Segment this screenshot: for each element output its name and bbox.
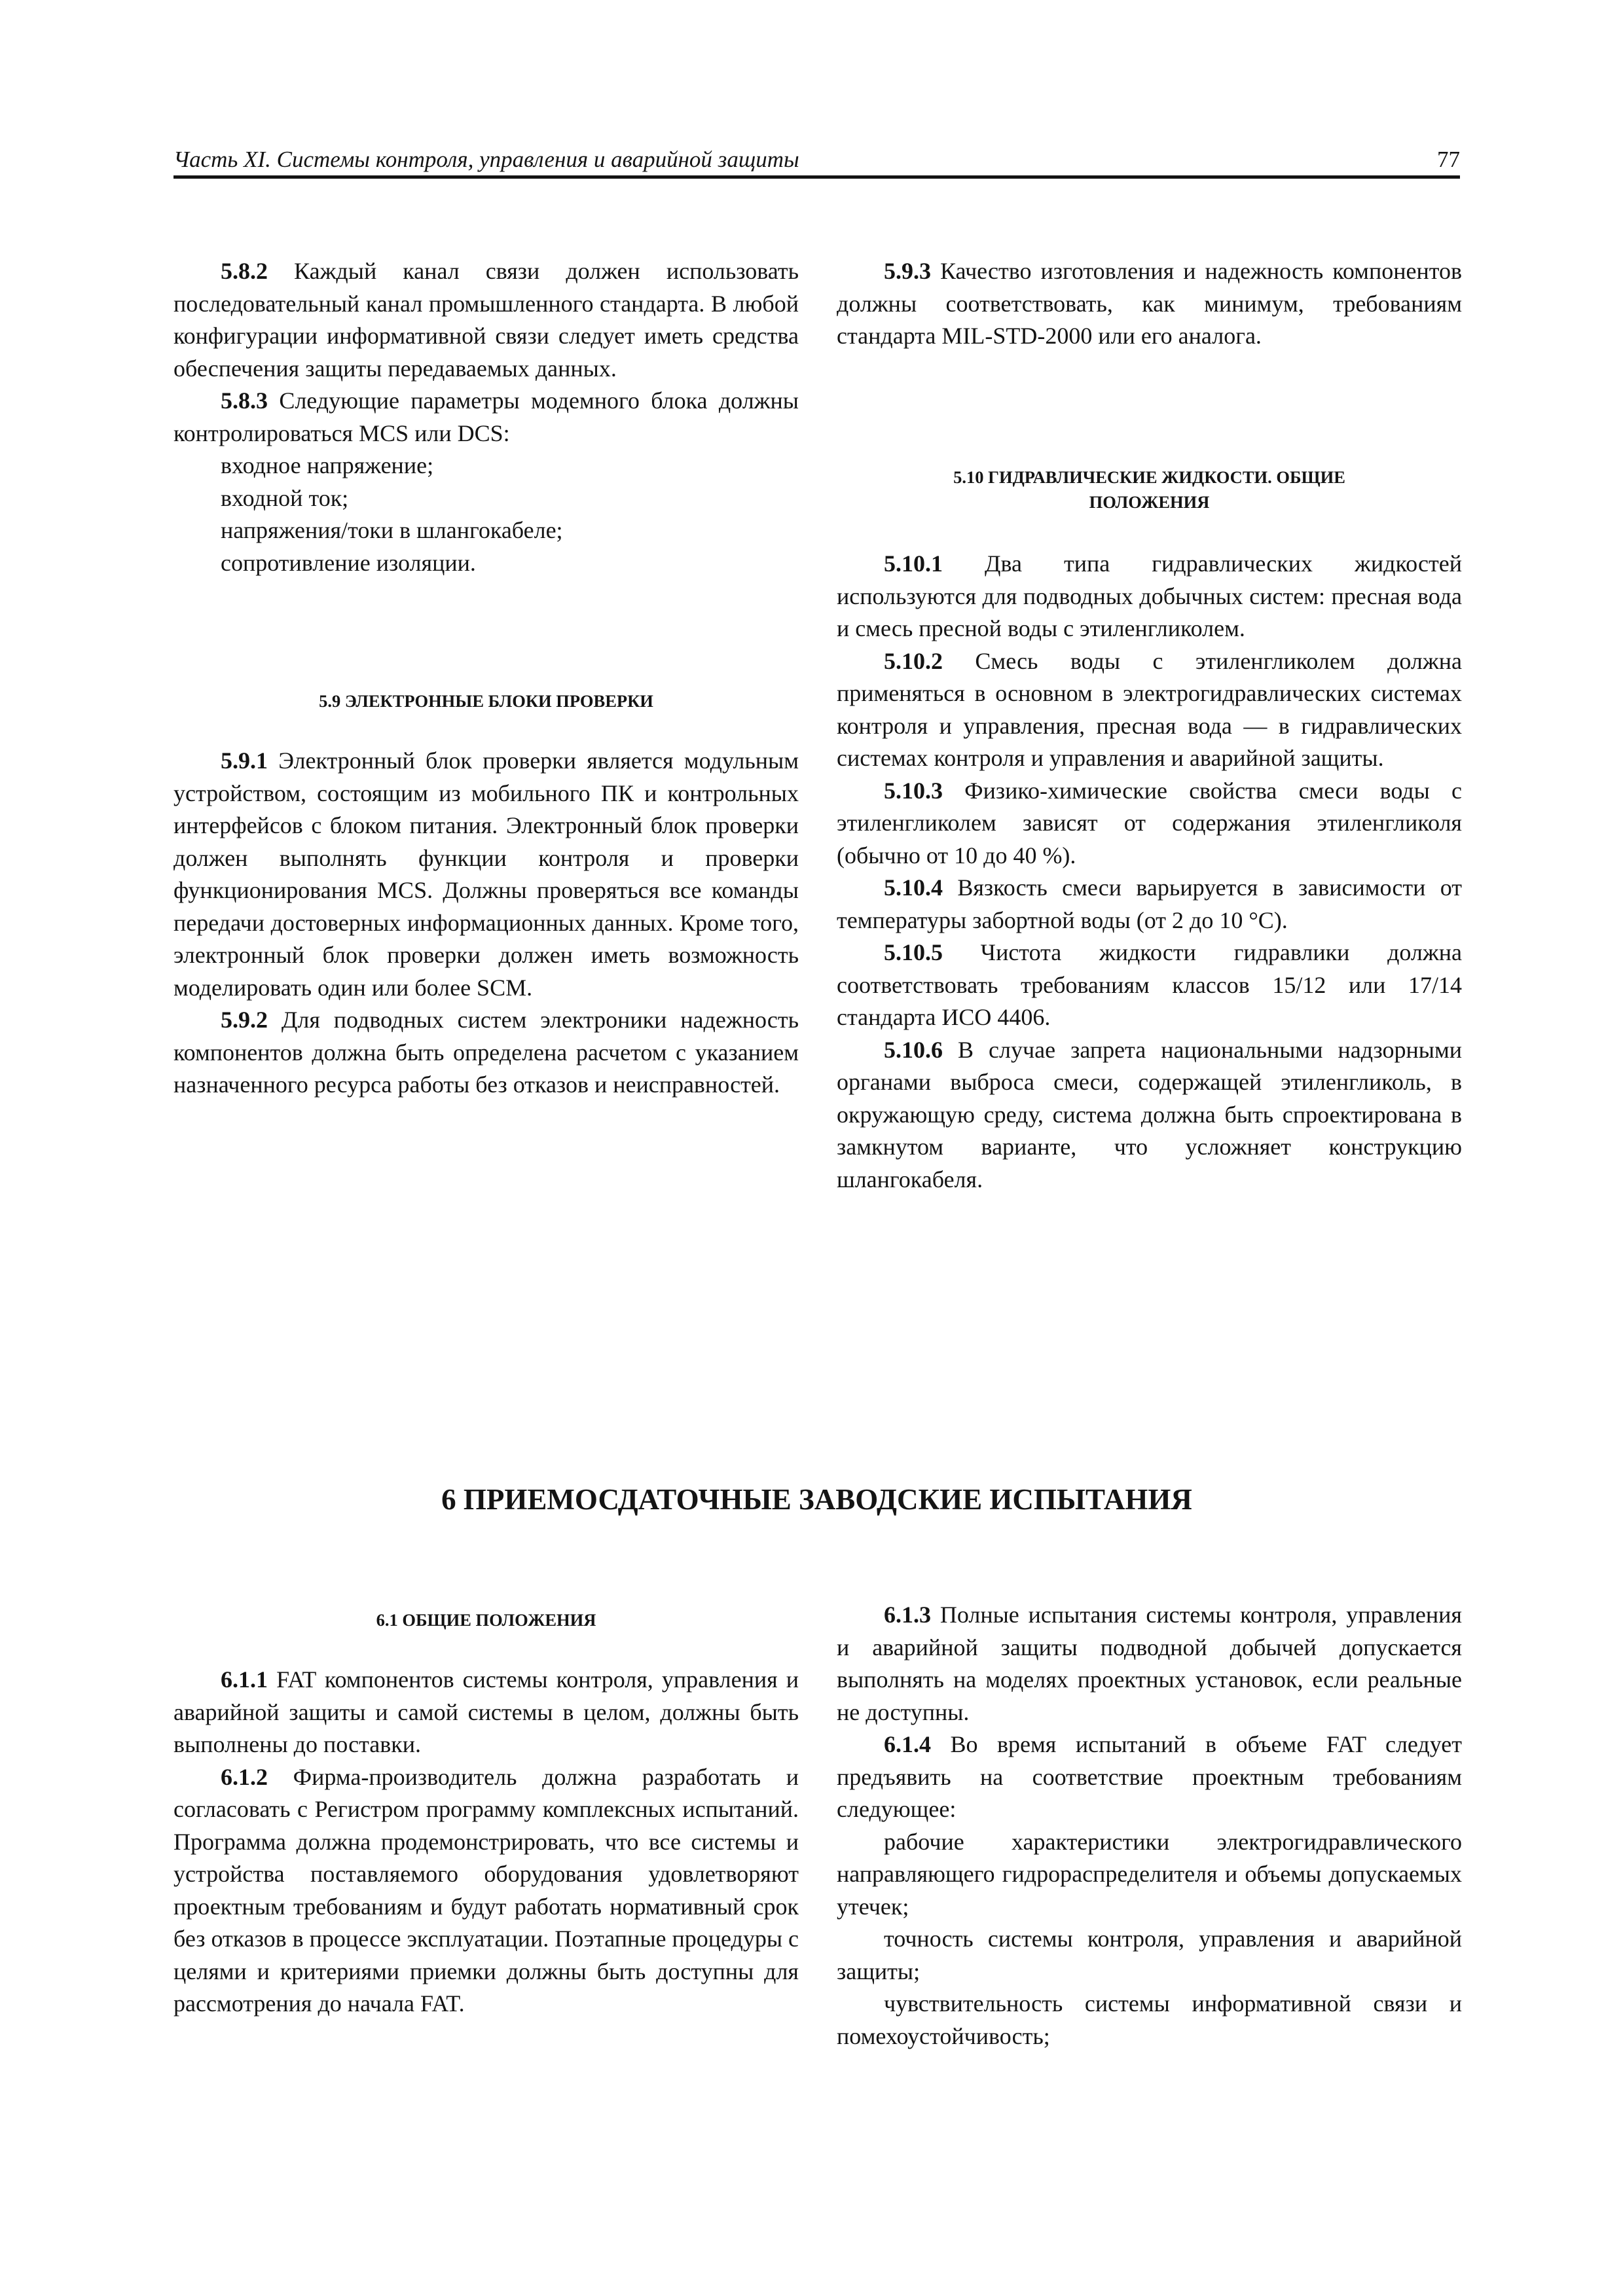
clause-text: Полные испытания системы контроля, управления и аварийной защиты подводной добычей допускается выполнять на моделях проектных установок, если реальные не доступны.	[837, 1602, 1462, 1725]
paragraph-5-10-3	[837, 775, 1462, 872]
paragraph-5-9-1	[173, 745, 799, 1004]
paragraph-5-10-2	[837, 645, 1462, 775]
section-5-10-heading-block	[837, 465, 1462, 514]
paragraph-5-9-2	[173, 1004, 799, 1102]
clause-number: 5.10.3	[884, 777, 943, 804]
section-5-9-heading-block	[173, 689, 799, 713]
list-item: входной ток;	[221, 484, 349, 511]
list-item: сопротивление изоляции.	[221, 549, 476, 576]
paragraph-5-10-4	[837, 872, 1462, 937]
paragraph-5-8-2	[173, 255, 799, 385]
left-column-bottom	[173, 1664, 799, 2020]
paragraph-5-10-5	[837, 937, 1462, 1034]
list-item: рабочие характеристики электрогидравлического направляющего гидрораспределителя и объемы допускаемых утечек;	[837, 1828, 1462, 1920]
section-heading-5-9: 5.9 ЭЛЕКТРОННЫЕ БЛОКИ ПРОВЕРКИ	[319, 691, 653, 711]
left-column-5-9	[173, 745, 799, 1102]
list-item: напряжения/токи в шлангокабеле;	[221, 517, 563, 543]
paragraph-5-8-3	[173, 385, 799, 450]
list-item: чувствительность системы информативной связи и помехоустойчивость;	[837, 1990, 1462, 2049]
clause-text: Во время испытаний в объеме FAT следует предъявить на соответствие проектным требованиям следующее:	[837, 1731, 1462, 1822]
right-column-bottom	[837, 1599, 1462, 2053]
right-column-5-10	[837, 548, 1462, 1196]
clause-number: 5.10.4	[884, 874, 943, 901]
clause-text: Для подводных систем электроники надежность компонентов должна быть определена расчетом с указанием назначенного ресурса работы без отказов и неисправностей.	[173, 1007, 799, 1098]
page-number: 77	[1437, 147, 1460, 172]
clause-text: Электронный блок проверки является модульным устройством, состоящим из мобильного ПК и контрольных интерфейсов с блоком питания. Электронный блок проверки должен выполнять функции контроля и проверки функционирования MCS. Должны проверяться все команды передачи достоверных информационных данных. Кроме того, электронный блок проверки должен иметь возможность моделировать один или более SCM.	[173, 747, 799, 1001]
clause-text: Следующие параметры модемного блока должны контролироваться MCS или DCS:	[173, 387, 799, 446]
header-title: Часть XI. Системы контроля, управления и аварийной защиты	[173, 147, 799, 172]
chapter-heading: 6 ПРИЕМОСДАТОЧНЫЕ ЗАВОДСКИЕ ИСПЫТАНИЯ	[441, 1483, 1192, 1516]
clause-number: 5.8.3	[221, 387, 268, 414]
paragraph-6-1-1	[173, 1664, 799, 1761]
clause-text: Вязкость смеси варьируется в зависимости от температуры забортной воды (от 2 до 10 °C).	[837, 874, 1462, 933]
section-6-1-heading-block	[173, 1607, 799, 1632]
clause-number: 5.8.2	[221, 258, 268, 284]
paragraph-6-1-2	[173, 1761, 799, 2020]
header-rule	[173, 175, 1460, 179]
clause-text: Качество изготовления и надежность компонентов должны соответствовать, как минимум, требованиям стандарта MIL-STD-2000 или его аналога.	[837, 258, 1462, 349]
list-item: входное напряжение;	[221, 452, 434, 478]
right-column-top	[837, 255, 1462, 353]
clause-text: FAT компонентов системы контроля, управления и аварийной защиты и самой системы в целом, должны быть выполнены до поставки.	[173, 1666, 799, 1757]
paragraph-5-10-6	[837, 1034, 1462, 1196]
paragraph-6-1-3	[837, 1599, 1462, 1729]
paragraph-5-10-1	[837, 548, 1462, 645]
clause-number: 6.1.4	[884, 1731, 931, 1757]
paragraph-5-9-3	[837, 255, 1462, 353]
clause-number: 5.10.2	[884, 647, 943, 674]
clause-text: Чистота жидкости гидравлики должна соответствовать требованиям классов 15/12 или 17/14 стандарта ИСО 4406.	[837, 939, 1462, 1030]
clause-text: В случае запрета национальными надзорными органами выброса смеси, содержащей этиленгликоль, в окружающую среду, система должна быть спроектирована в замкнутом варианте, что усложняет конструкцию шлангокабеля.	[837, 1036, 1462, 1193]
section-heading-5-10	[837, 465, 1462, 514]
clause-number: 6.1.3	[884, 1602, 931, 1628]
clause-text: Каждый канал связи должен использовать последовательный канал промышленного стандарта. В любой конфигурации информативной связи следует иметь средства обеспечения защиты передаваемых данных.	[173, 258, 799, 382]
clause-number: 5.10.1	[884, 550, 943, 577]
running-header	[173, 145, 1460, 179]
clause-number: 6.1.2	[221, 1763, 268, 1790]
clause-number: 5.9.2	[221, 1007, 268, 1033]
section-heading-line: ПОЛОЖЕНИЯ	[1089, 492, 1210, 512]
section-heading-line: 5.10 ГИДРАВЛИЧЕСКИЕ ЖИДКОСТИ. ОБЩИЕ	[953, 467, 1345, 487]
clause-number: 5.10.6	[884, 1036, 943, 1063]
clause-number: 5.10.5	[884, 939, 943, 965]
clause-number: 5.9.1	[221, 747, 268, 774]
clause-number: 6.1.1	[221, 1666, 268, 1693]
list-item: точность системы контроля, управления и аварийной защиты;	[837, 1926, 1462, 1984]
left-column-top	[173, 255, 799, 579]
clause-text: Фирма-производитель должна разработать и согласовать с Регистром программу комплексных испытаний. Программа должна продемонстрировать, что все системы и устройства поставляемого оборудования удовлетворяют проектным требованиям и будут работать нормативный срок без отказов в процессе эксплуатации. Поэтапные процедуры с целями и критериями приемки должны быть доступны для рассмотрения до начала FAT.	[173, 1763, 799, 2017]
clause-text: Два типа гидравлических жидкостей используются для подводных добычных систем: пресная вода и смесь пресной воды с этиленгликолем.	[837, 550, 1462, 641]
paragraph-6-1-4	[837, 1729, 1462, 1826]
clause-text: Физико-химические свойства смеси воды с этиленгликолем зависят от содержания этиленгликоля (обычно от 10 до 40 %).	[837, 777, 1462, 869]
clause-text: Смесь воды с этиленгликолем должна применяться в основном в электрогидравлических системах контроля и управления, пресная вода — в гидравлических системах контроля и управления и аварийной защиты.	[837, 647, 1462, 771]
section-heading-6-1: 6.1 ОБЩИЕ ПОЛОЖЕНИЯ	[376, 1610, 596, 1630]
clause-number: 5.9.3	[884, 258, 931, 284]
